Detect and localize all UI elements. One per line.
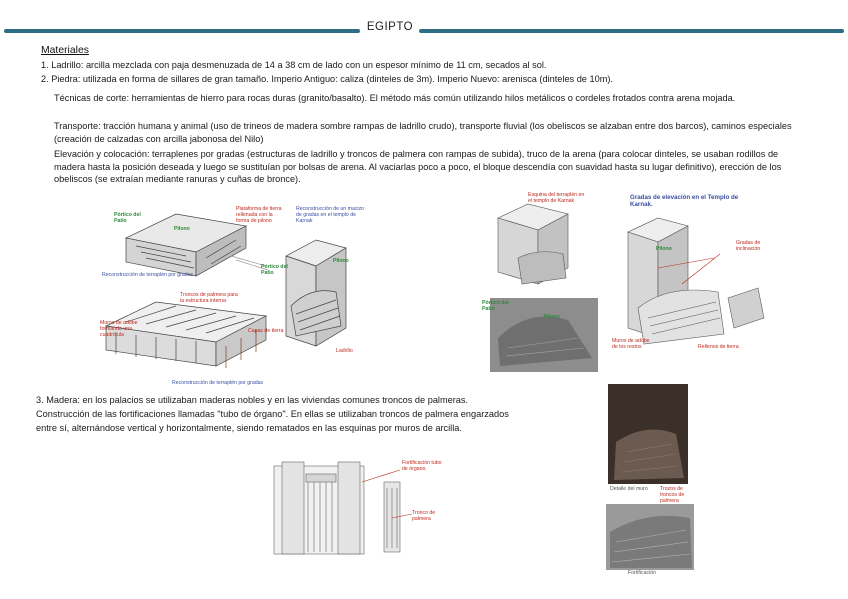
photo-caption-c: Fortificación bbox=[628, 570, 656, 576]
header-rule-right bbox=[419, 29, 844, 33]
label-portico: Pórtico del Patio bbox=[114, 212, 141, 224]
label-esquina: Esquina del terraplén en el templo de Karnak bbox=[528, 192, 585, 204]
label-reconstruccion-terraplen: Reconstrucción de terraplén por gradas bbox=[102, 272, 194, 278]
label-reconstruccion-macizo: Reconstrucción de un macizo de gradas en el templo de Karnak bbox=[296, 206, 365, 224]
label-portico-photo: Pórtico del Patio bbox=[482, 300, 509, 312]
photo-caption-a: Detalle del muro bbox=[610, 486, 648, 492]
label-pilono: Pilono bbox=[174, 226, 190, 232]
paragraph-tecnicas: Técnicas de corte: herramientas de hierro para rocas duras (granito/basalto). El método más común utilizando hilos metálicos o cordeles frotados contra arena mojada. bbox=[54, 93, 736, 103]
label-troncos: Troncos de palmera para la estructura interna bbox=[180, 292, 238, 304]
label-pilono-photo: Pilono bbox=[544, 314, 560, 320]
label-muros: Muros de adobe formando una cuadrícula bbox=[100, 320, 138, 338]
photo-caption-b: Trozos de troncos de palmera bbox=[660, 486, 685, 504]
label-capas: Capas de tierra bbox=[248, 328, 284, 334]
header-rule-left bbox=[4, 29, 360, 33]
item-piedra: 2. Piedra: utilizada en forma de sillares de gran tamaño. Imperio Antiguo: caliza (dinteles de 3m). Imperio Nuevo: arenisca (dinteles de 10m). bbox=[41, 74, 613, 84]
terraplen-drawing bbox=[96, 196, 396, 388]
label-rellenos: Rellenos de tierra bbox=[698, 344, 739, 350]
label-gradas: Gradas de inclinación bbox=[736, 240, 761, 252]
label-muros-restos: Muros de adobe de los restos bbox=[612, 338, 650, 350]
item-madera: 3. Madera: en los palacios se utilizaban maderas nobles y en las viviendas comunes troncos de palmeras. bbox=[36, 395, 469, 405]
paragraph-elevacion: Elevación y colocación: terraplenes por gradas (estructuras de ladrillo y troncos de palmera con rampas de subida), truco de la arena (para colocar dinteles, se usaban rodillos de madera hasta la posición deseada y luego se sustituían por bolsas de arena. Al vaciarlas poco a poco, el bloque descendía con suavidad hasta su lugar definitivo), erección de los obeliscos (se extraían mediante ranuras y cuñas de bronce). bbox=[54, 149, 782, 185]
label-gradas-title: Gradas de elevación en el Templo de Karnak. bbox=[630, 194, 739, 208]
item-madera-line2: Construcción de las fortificaciones llamadas "tubo de órgano". En ellas se utilizaban troncos de palmera engarzados bbox=[36, 409, 509, 419]
figure-photos bbox=[606, 382, 696, 576]
label-pilono-diagram: Pilono bbox=[656, 246, 672, 252]
item-ladrillo: 1. Ladrillo: arcilla mezclada con paja desmenuzada de 14 a 38 cm de lado con un espesor mínimo de 11 cm, secados al sol. bbox=[41, 60, 547, 70]
label-ladrillo: Ladrillo bbox=[336, 348, 353, 354]
figure-tubo-organo bbox=[262, 452, 442, 560]
page-title: EGIPTO bbox=[366, 21, 414, 33]
figure-terraplen bbox=[96, 196, 396, 388]
photos-drawing bbox=[606, 382, 696, 576]
figure-karnak bbox=[482, 188, 778, 374]
paragraph-transporte: Transporte: tracción humana y animal (uso de trineos de madera sombre rampas de ladrillo crudo), transporte fluvial (los obeliscos se alzaban entre dos barcos), caminos especiales (creación de calzadas con arcilla jabonosa del Nilo) bbox=[54, 121, 792, 144]
figure1-caption: Reconstrucción de terraplén por gradas bbox=[172, 380, 264, 386]
label-pilono-2: Pilono bbox=[333, 258, 349, 264]
label-portico-2: Pórtico del Patio bbox=[261, 264, 288, 276]
label-plataforma: Plataforma de tierra rellenada con la forma de pilono bbox=[236, 206, 282, 224]
label-fortificacion: Fortificación tubo de órgano. bbox=[402, 460, 442, 472]
item-madera-line3: entre sí, alternándose vertical y horizontalmente, siendo rematados en las esquinas por muros de arcilla. bbox=[36, 423, 462, 433]
section-heading: Materiales bbox=[41, 45, 89, 56]
label-tronco: Tronco de palmera bbox=[412, 510, 436, 522]
